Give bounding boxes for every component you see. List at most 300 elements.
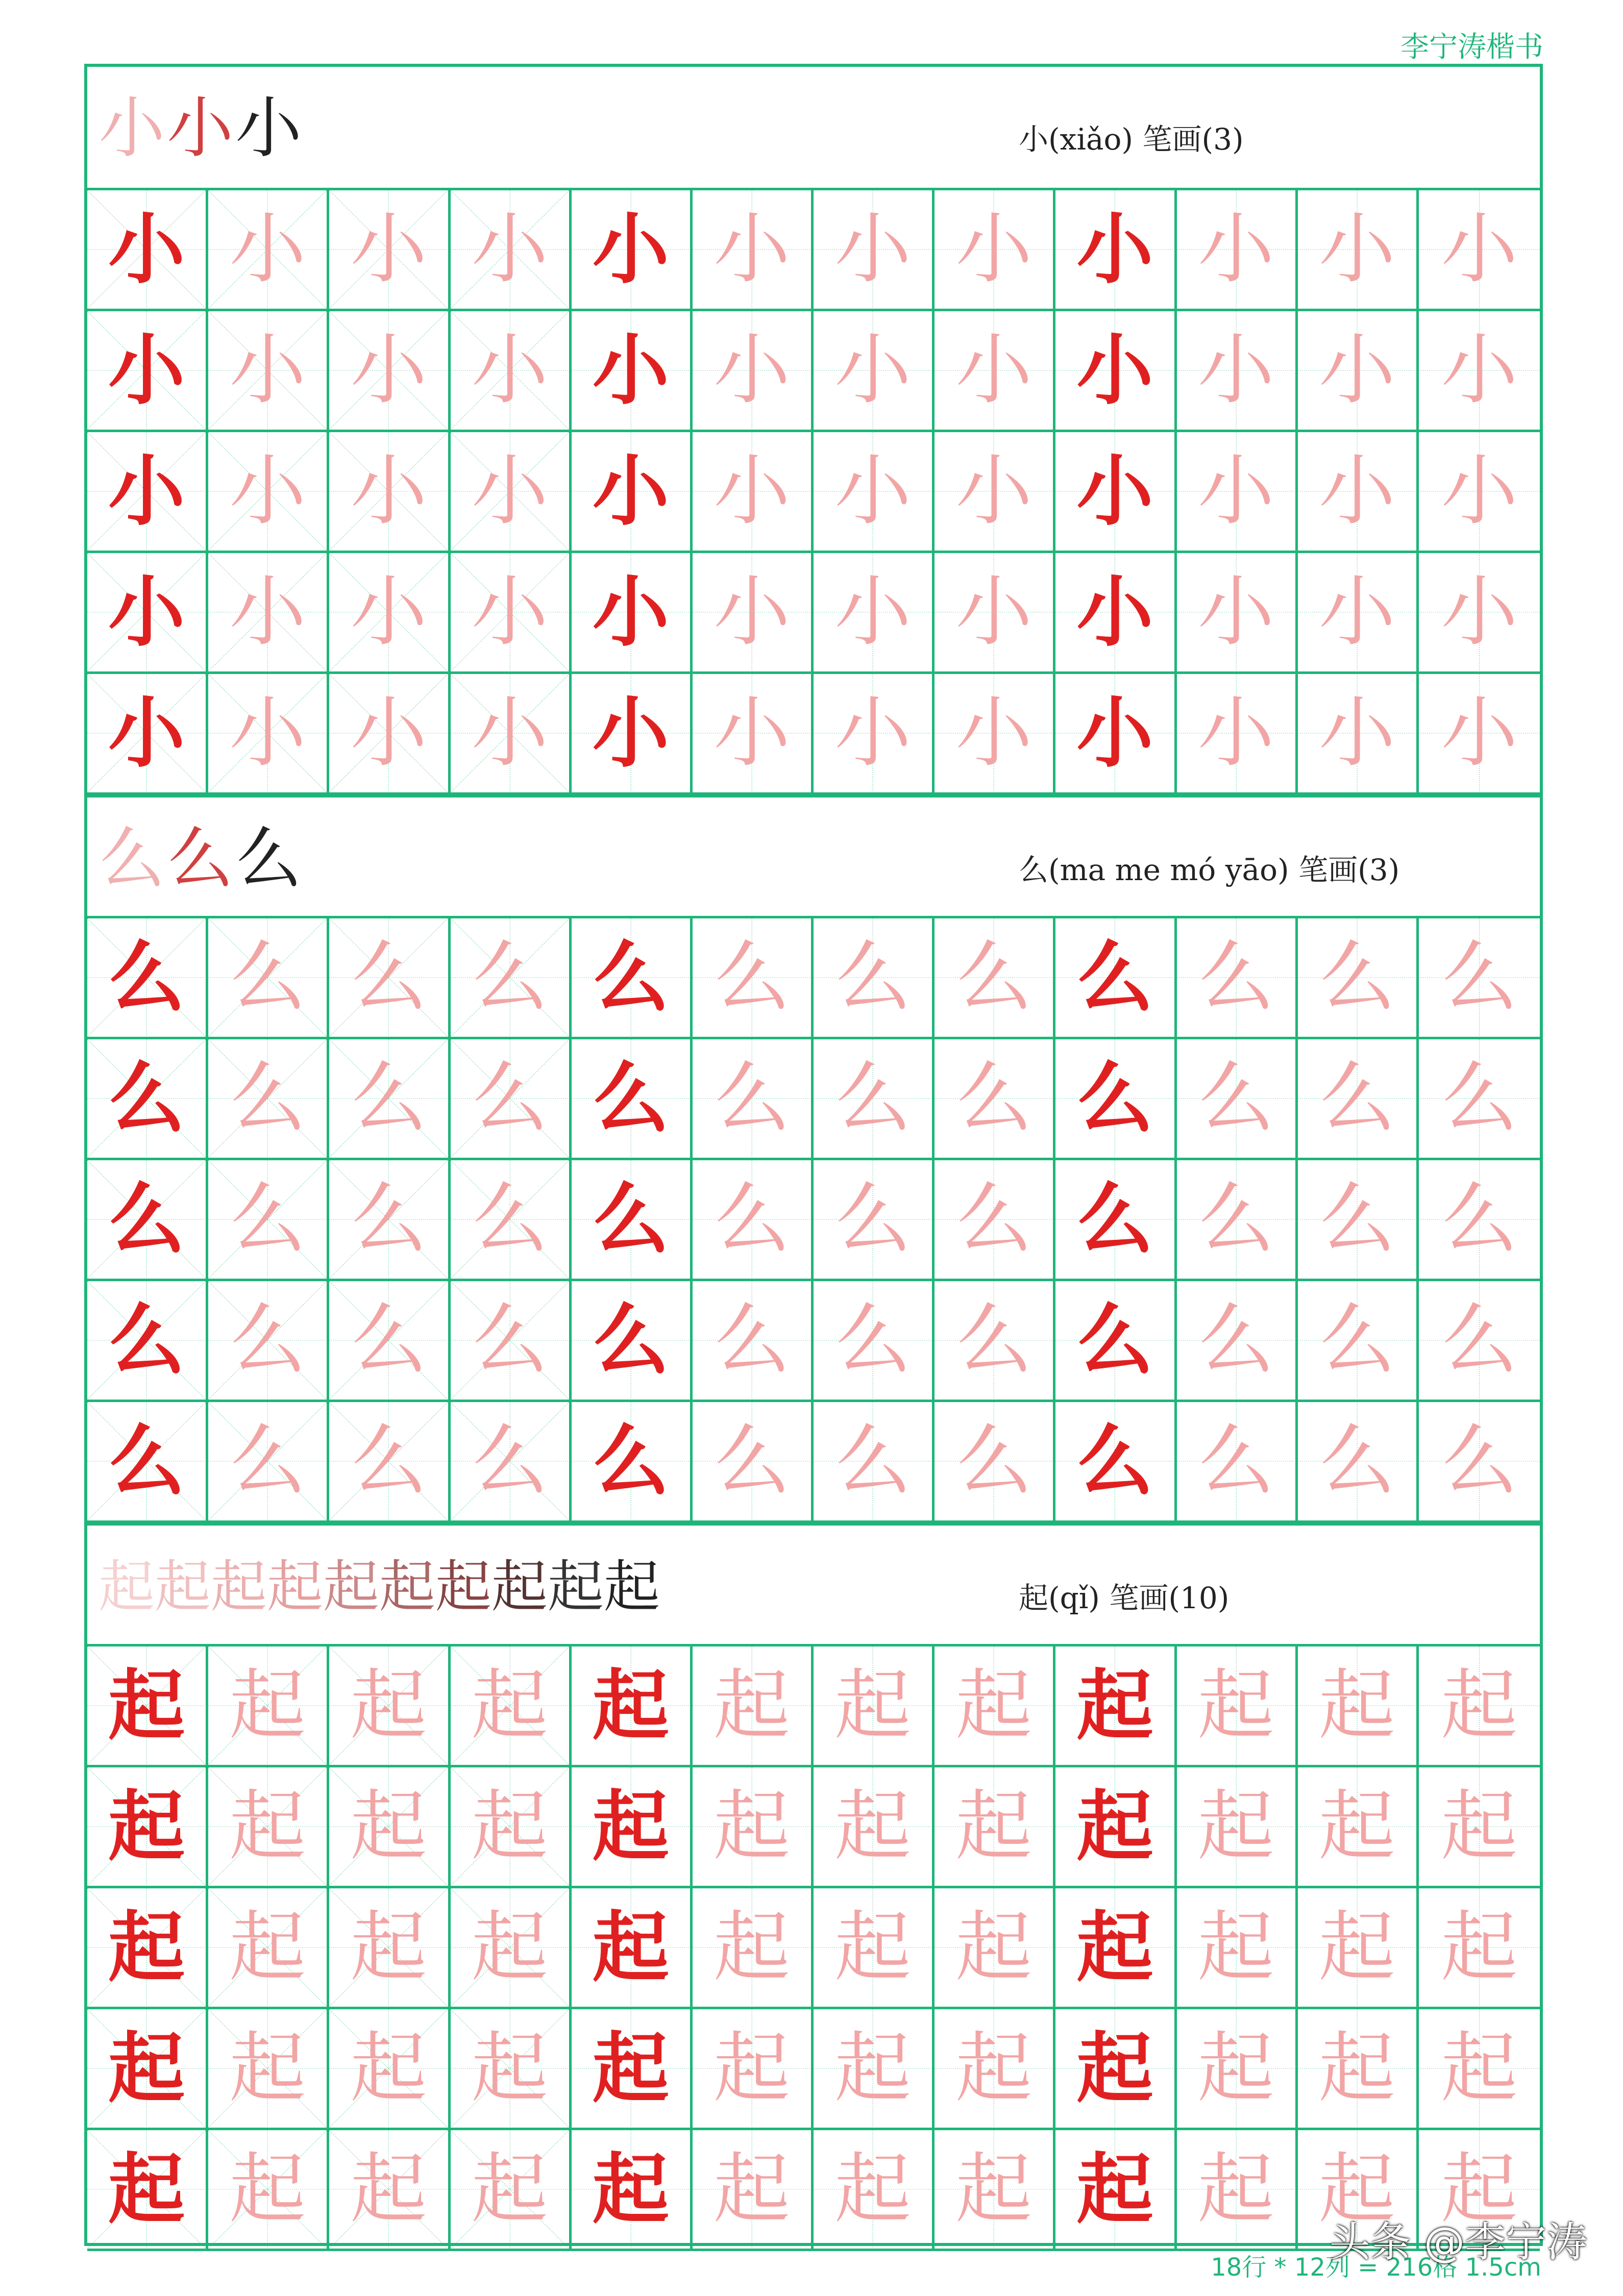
trace-character: 起 [955,2145,1032,2234]
trace-character: 小 [955,326,1032,415]
practice-cell [329,190,450,311]
trace-character: 么 [1197,1175,1274,1264]
trace-character: 么 [955,1296,1032,1385]
trace-character: 小 [350,205,427,294]
practice-cell [572,1039,693,1160]
practice-cell [87,2130,208,2251]
trace-character: 么 [471,1417,548,1506]
practice-cell [329,1039,450,1160]
model-character: 起 [592,1903,669,1992]
trace-character: 起 [350,2024,427,2113]
practice-cell [814,190,935,311]
practice-cell [1298,190,1419,311]
trace-character: 么 [955,1054,1032,1143]
trace-character: 么 [1197,933,1274,1022]
section-header [87,1523,1540,1646]
practice-cell [1055,674,1176,795]
trace-character: 小 [955,689,1032,778]
practice-cell [1055,2130,1176,2251]
model-character: 么 [592,1175,669,1264]
practice-cell [208,1646,329,1767]
practice-cell [935,1039,1055,1160]
practice-cell [1055,1281,1176,1402]
trace-character: 小 [471,447,548,536]
practice-cell [1298,553,1419,674]
model-character: 起 [592,2024,669,2113]
trace-character: 起 [1197,1903,1274,1992]
trace-character: 么 [1318,1054,1395,1143]
trace-character: 么 [1197,1417,1274,1506]
model-character: 起 [108,2144,185,2234]
practice-cell [572,190,693,311]
practice-cell [935,190,1055,311]
trace-character: 起 [1318,1661,1395,1750]
trace-character: 起 [955,1782,1032,1871]
trace-character: 起 [834,1661,912,1750]
trace-character: 小 [1197,689,1274,778]
stroke-step: 起 [379,1554,435,1619]
model-character: 小 [1076,567,1153,657]
practice-cell [1177,2130,1298,2251]
trace-character: 起 [229,2145,306,2234]
practice-cell [935,1402,1055,1523]
model-character: 么 [108,1416,185,1506]
stroke-step: 么 [235,820,302,897]
practice-cell [693,432,814,553]
practice-cell [572,1888,693,2009]
practice-cell [208,553,329,674]
practice-cell [572,1646,693,1767]
practice-cell [208,190,329,311]
trace-character: 起 [834,2145,912,2234]
trace-character: 小 [713,447,790,536]
trace-character: 起 [229,2024,306,2113]
trace-character: 么 [713,1054,790,1143]
trace-character: 小 [1197,326,1274,415]
practice-cell [87,918,208,1039]
trace-character: 么 [229,1417,306,1506]
practice-cell [693,1281,814,1402]
trace-character: 小 [350,447,427,536]
practice-cell [208,311,329,432]
practice-cell [1298,674,1419,795]
trace-character: 么 [350,1296,427,1385]
practice-cell [208,1281,329,1402]
trace-character: 小 [713,689,790,778]
practice-cell [935,1888,1055,2009]
stroke-step: 小 [99,89,165,167]
trace-character: 么 [834,933,912,1022]
trace-character: 起 [1318,1782,1395,1871]
practice-cell [1419,1281,1540,1402]
trace-character: 起 [955,2024,1032,2113]
practice-cell [451,1646,572,1767]
trace-character: 么 [229,1054,306,1143]
practice-cell [208,1039,329,1160]
stroke-order [99,87,302,169]
stroke-step: 么 [167,820,234,897]
practice-cell [1177,553,1298,674]
practice-cell [572,1281,693,1402]
model-character: 小 [1076,326,1153,415]
brand-label: 李宁涛楷书 [1400,31,1543,64]
practice-cell [87,2009,208,2130]
model-character: 么 [108,1295,185,1385]
practice-cell [329,553,450,674]
stroke-order [99,1546,660,1628]
practice-cell [1177,1039,1298,1160]
trace-character: 小 [350,689,427,778]
model-character: 起 [592,2144,669,2234]
practice-cell [1419,1402,1540,1523]
practice-grid [87,918,1540,1523]
trace-character: 起 [1318,2024,1395,2113]
practice-cell [693,1160,814,1281]
trace-character: 起 [1441,1782,1518,1871]
model-character: 起 [108,1903,185,1992]
practice-cell [451,1039,572,1160]
model-character: 小 [108,446,185,536]
practice-cell [1419,432,1540,553]
practice-cell [87,1402,208,1523]
practice-cell [329,674,450,795]
practice-cell [572,311,693,432]
practice-cell [1177,1160,1298,1281]
trace-character: 么 [955,1175,1032,1264]
trace-character: 小 [955,205,1032,294]
practice-cell [693,2130,814,2251]
trace-character: 么 [471,1054,548,1143]
trace-character: 起 [471,2145,548,2234]
practice-cell [1298,2009,1419,2130]
practice-cell [208,674,329,795]
trace-character: 小 [1197,447,1274,536]
practice-cell [1419,553,1540,674]
model-character: 小 [108,205,185,294]
practice-cell [451,918,572,1039]
practice-cell [1055,1888,1176,2009]
trace-character: 么 [1441,1296,1518,1385]
practice-cell [87,1160,208,1281]
trace-character: 起 [1197,2145,1274,2234]
practice-cell [208,1160,329,1281]
practice-cell [208,1888,329,2009]
trace-character: 起 [834,2024,912,2113]
stroke-step: 小 [167,89,234,167]
practice-cell [935,311,1055,432]
trace-character: 么 [1441,933,1518,1022]
practice-cell [693,1402,814,1523]
practice-cell [693,1039,814,1160]
practice-cell [935,2130,1055,2251]
trace-character: 么 [713,933,790,1022]
trace-character: 小 [1441,326,1518,415]
practice-cell [451,311,572,432]
trace-character: 么 [1318,1417,1395,1506]
trace-character: 起 [229,1903,306,1992]
trace-character: 起 [1441,1661,1518,1750]
practice-cell [87,311,208,432]
trace-character: 小 [713,326,790,415]
trace-character: 起 [955,1903,1032,1992]
trace-character: 起 [1318,1903,1395,1992]
practice-cell [1419,311,1540,432]
practice-cell [572,2130,693,2251]
practice-cell [208,1767,329,1888]
model-character: 么 [592,1295,669,1385]
trace-character: 么 [229,1296,306,1385]
trace-character: 小 [229,568,306,657]
practice-cell [693,311,814,432]
practice-cell [935,918,1055,1039]
practice-cell [814,2009,935,2130]
practice-cell [87,674,208,795]
practice-cell [1055,311,1176,432]
trace-character: 小 [229,205,306,294]
practice-cell [572,1402,693,1523]
practice-cell [814,1767,935,1888]
trace-character: 么 [955,933,1032,1022]
practice-cell [1419,1646,1540,1767]
trace-character: 小 [1318,205,1395,294]
model-character: 小 [592,688,669,778]
practice-cell [814,1888,935,2009]
model-character: 么 [1076,933,1153,1022]
practice-cell [1298,432,1419,553]
practice-cell [1177,2009,1298,2130]
trace-character: 起 [955,1661,1032,1750]
trace-character: 小 [229,447,306,536]
model-character: 么 [1076,1175,1153,1264]
trace-character: 么 [713,1417,790,1506]
practice-cell [814,1402,935,1523]
practice-sheet [84,64,1543,2246]
trace-character: 小 [834,447,912,536]
section-header [87,67,1540,190]
practice-cell [1055,553,1176,674]
practice-cell [451,674,572,795]
trace-character: 起 [713,1903,790,1992]
stroke-step: 么 [99,820,165,897]
trace-character: 小 [834,326,912,415]
practice-cell [451,1888,572,2009]
practice-cell [1298,1160,1419,1281]
trace-character: 小 [1441,568,1518,657]
practice-cell [87,553,208,674]
trace-character: 小 [834,689,912,778]
practice-cell [329,1767,450,1888]
practice-cell [935,1646,1055,1767]
trace-character: 么 [350,933,427,1022]
model-character: 小 [592,446,669,536]
trace-character: 小 [713,568,790,657]
model-character: 起 [108,2024,185,2113]
practice-cell [1298,918,1419,1039]
practice-cell [814,1281,935,1402]
model-character: 么 [592,1416,669,1506]
model-character: 起 [1076,2024,1153,2113]
trace-character: 起 [229,1782,306,1871]
practice-cell [208,1402,329,1523]
section-qi [87,1523,1540,2251]
stroke-step: 起 [99,1554,155,1619]
practice-cell [693,674,814,795]
stroke-step: 起 [491,1554,548,1619]
trace-character: 小 [834,205,912,294]
model-character: 么 [108,1175,185,1264]
trace-character: 起 [471,1903,548,1992]
practice-cell [814,1160,935,1281]
trace-character: 么 [1197,1054,1274,1143]
practice-cell [572,1767,693,1888]
practice-cell [1298,311,1419,432]
practice-cell [693,2009,814,2130]
practice-cell [693,1888,814,2009]
trace-character: 么 [1441,1054,1518,1143]
stroke-step: 起 [155,1554,211,1619]
practice-cell [1298,1402,1419,1523]
trace-character: 小 [1197,205,1274,294]
practice-cell [87,1767,208,1888]
stroke-order [99,818,302,900]
trace-character: 小 [713,205,790,294]
practice-cell [329,432,450,553]
practice-cell [572,553,693,674]
trace-character: 么 [955,1417,1032,1506]
trace-character: 起 [350,1661,427,1750]
trace-character: 小 [229,326,306,415]
practice-cell [935,2009,1055,2130]
practice-cell [1419,1767,1540,1888]
trace-character: 么 [229,1175,306,1264]
model-character: 起 [592,1782,669,1871]
practice-cell [1055,2009,1176,2130]
model-character: 么 [592,933,669,1022]
practice-cell [87,1281,208,1402]
stroke-step: 起 [267,1554,323,1619]
trace-character: 起 [471,1661,548,1750]
grid-spec-footer: 18行 * 12列 = 216格 1.5cm [1211,2253,1541,2282]
practice-cell [1419,674,1540,795]
practice-cell [693,1767,814,1888]
trace-character: 小 [1441,205,1518,294]
trace-character: 么 [471,933,548,1022]
model-character: 么 [1076,1416,1153,1506]
practice-cell [1055,1767,1176,1888]
model-character: 小 [1076,205,1153,294]
stroke-step: 起 [211,1554,267,1619]
practice-cell [1419,1160,1540,1281]
char-info: 小(xiǎo) 笔画(3) [1019,122,1244,157]
model-character: 小 [592,326,669,415]
model-character: 小 [108,688,185,778]
trace-character: 起 [350,2145,427,2234]
practice-cell [329,2009,450,2130]
practice-cell [1055,1402,1176,1523]
trace-character: 么 [1441,1417,1518,1506]
practice-cell [1419,1039,1540,1160]
model-character: 小 [1076,688,1153,778]
trace-character: 起 [834,1903,912,1992]
trace-character: 起 [1441,2145,1518,2234]
practice-cell [208,2009,329,2130]
trace-character: 小 [471,689,548,778]
trace-character: 起 [713,2145,790,2234]
trace-character: 么 [1318,1175,1395,1264]
practice-cell [1055,1160,1176,1281]
trace-character: 小 [471,568,548,657]
practice-cell [935,1767,1055,1888]
trace-character: 起 [471,1782,548,1871]
practice-cell [329,2130,450,2251]
practice-cell [1177,190,1298,311]
practice-cell [1298,1039,1419,1160]
model-character: 么 [108,1054,185,1143]
trace-character: 小 [1318,568,1395,657]
practice-cell [935,1160,1055,1281]
practice-cell [1055,190,1176,311]
practice-cell [572,432,693,553]
practice-cell [1177,1888,1298,2009]
trace-character: 起 [1441,1903,1518,1992]
trace-character: 么 [229,933,306,1022]
practice-cell [87,1646,208,1767]
practice-cell [693,553,814,674]
trace-character: 小 [834,568,912,657]
trace-character: 起 [1197,2024,1274,2113]
practice-cell [1177,1402,1298,1523]
trace-character: 么 [1441,1175,1518,1264]
trace-character: 小 [350,568,427,657]
trace-character: 起 [471,2024,548,2113]
practice-cell [814,1039,935,1160]
practice-cell [1419,190,1540,311]
practice-cell [814,432,935,553]
practice-cell [1298,1646,1419,1767]
trace-character: 起 [1197,1661,1274,1750]
trace-character: 小 [1318,447,1395,536]
practice-cell [1055,1646,1176,1767]
practice-cell [1055,432,1176,553]
practice-cell [935,674,1055,795]
trace-character: 起 [350,1903,427,1992]
model-character: 么 [1076,1054,1153,1143]
practice-cell [87,1039,208,1160]
model-character: 起 [108,1661,185,1751]
practice-cell [1177,1767,1298,1888]
practice-cell [814,918,935,1039]
practice-cell [814,553,935,674]
practice-cell [87,432,208,553]
trace-character: 么 [471,1296,548,1385]
model-character: 起 [1076,2144,1153,2234]
practice-cell [1177,674,1298,795]
practice-cell [87,190,208,311]
model-character: 么 [1076,1295,1153,1385]
model-character: 起 [592,1661,669,1751]
practice-cell [1177,432,1298,553]
trace-character: 小 [1318,689,1395,778]
practice-cell [451,2009,572,2130]
practice-cell [814,1646,935,1767]
practice-cell [451,1160,572,1281]
practice-cell [572,2009,693,2130]
practice-cell [1419,918,1540,1039]
trace-character: 小 [1441,689,1518,778]
trace-character: 小 [1441,447,1518,536]
trace-character: 么 [834,1054,912,1143]
practice-grid [87,190,1540,795]
